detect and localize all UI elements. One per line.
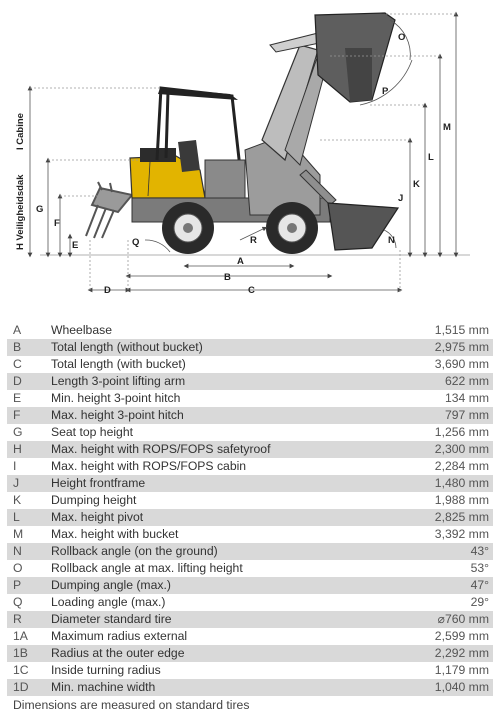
spec-label: Total length (without bucket) [51,339,400,356]
spec-value: 2,300 mm [400,441,493,458]
dim-label-H-safetyroof: H Veiligheidsdak [15,174,26,250]
spec-row [7,560,493,577]
spec-label: Inside turning radius [51,663,161,677]
loader-dimension-diagram [0,0,499,312]
spec-code: F [7,407,51,424]
spec-code: M [13,527,24,541]
spec-row [7,390,493,407]
spec-code: I [13,459,17,473]
loader-body [130,13,398,254]
spec-row [7,441,493,458]
spec-value: 43° [400,543,493,560]
spec-value: 1,179 mm [434,663,489,677]
specs-table [7,322,493,696]
dim-letter-A: A [237,256,244,267]
spec-label: Max. height with ROPS/FOPS cabin [51,459,247,473]
dim-letter-E: E [72,240,79,251]
spec-label: Rollback angle (on the ground) [51,543,400,560]
dim-letter-M: M [443,122,451,133]
spec-label: Maximum radius external [51,629,188,643]
spec-row [7,373,493,390]
dim-letter-G: G [36,204,44,215]
spec-code: 1B [7,645,51,662]
spec-label: Radius at the outer edge [51,645,400,662]
spec-row [7,543,493,560]
spec-row [7,628,493,645]
spec-value: 1,988 mm [434,493,489,507]
spec-code: P [7,577,51,594]
spec-code: H [7,441,51,458]
spec-row [7,662,493,679]
spec-label: Max. height with bucket [51,527,179,541]
spec-value: 1,040 mm [400,679,493,696]
spec-code: 1A [13,629,28,643]
spec-value: 29° [470,595,489,609]
spec-label: Max. height 3-point hitch [51,407,400,424]
dim-letter-J: J [398,193,404,204]
spec-row [7,577,493,594]
spec-row [7,475,493,492]
dim-letter-D: D [104,285,111,296]
spec-code: A [13,323,22,337]
spec-row [7,509,493,526]
dim-letter-K: K [413,179,420,190]
spec-label: Min. height 3-point hitch [51,391,181,405]
spec-label: Wheelbase [51,323,112,337]
spec-row [7,458,493,475]
spec-value: 134 mm [444,391,489,405]
spec-label: Total length (with bucket) [51,357,186,371]
spec-value: 53° [470,561,489,575]
spec-label: Min. machine width [51,679,400,696]
spec-value: 797 mm [400,407,493,424]
spec-value: 2,825 mm [400,509,493,526]
spec-value: 2,284 mm [434,459,489,473]
dim-letter-R: R [250,235,257,246]
spec-code: L [7,509,51,526]
spec-code: G [13,425,23,439]
spec-label: Max. height pivot [51,509,400,526]
spec-row [7,339,493,356]
spec-label: Rollback angle at max. lifting height [51,561,243,575]
spec-label: Length 3-point lifting arm [51,373,400,390]
spec-row [7,611,493,628]
spec-row [7,594,493,611]
spec-label: Height frontframe [51,475,400,492]
spec-label: Max. height with ROPS/FOPS safetyroof [51,441,400,458]
spec-value: 3,690 mm [434,357,489,371]
spec-row [7,679,493,696]
dim-letter-C: C [248,285,255,296]
spec-code: R [7,611,51,628]
front-wheel [266,202,318,254]
spec-label: Loading angle (max.) [51,595,166,609]
dim-letter-F: F [54,218,60,229]
spec-row [7,322,493,339]
spec-value: 1,515 mm [434,323,489,337]
spec-code: 1C [13,663,29,677]
spec-label: Dumping angle (max.) [51,577,400,594]
spec-label: Seat top height [51,425,133,439]
spec-value: 622 mm [400,373,493,390]
spec-row [7,356,493,373]
spec-value: 1,480 mm [400,475,493,492]
spec-row [7,424,493,441]
dim-letter-O: O [398,32,406,43]
spec-code: E [13,391,22,405]
spec-value: 3,392 mm [434,527,489,541]
dim-letter-Q: Q [132,237,140,248]
footnote: Dimensions are measured on standard tires [13,698,250,712]
spec-code: C [13,357,22,371]
dim-letter-N: N [388,235,395,246]
rear-wheel [162,202,214,254]
spec-code: 1D [7,679,51,696]
spec-code: B [7,339,51,356]
spec-value: 1,256 mm [434,425,489,439]
spec-code: D [7,373,51,390]
three-point-hitch [86,182,132,238]
spec-value: 2,975 mm [400,339,493,356]
spec-label: Dumping height [51,493,137,507]
spec-row [7,645,493,662]
dim-letter-L: L [428,152,434,163]
spec-code: O [13,561,23,575]
spec-code: K [13,493,22,507]
dim-letter-P: P [382,86,389,97]
spec-value: 2,292 mm [400,645,493,662]
dim-label-I-cabin: I Cabine [15,113,26,150]
spec-value: ⌀760 mm [400,611,493,628]
spec-value: 47° [400,577,493,594]
spec-value: 2,599 mm [434,629,489,643]
spec-row [7,526,493,543]
spec-label: Diameter standard tire [51,611,400,628]
dim-letter-B: B [224,272,231,283]
spec-code: N [7,543,51,560]
spec-code: Q [13,595,23,609]
spec-row [7,492,493,509]
dimension-lines [30,14,456,292]
spec-row [7,407,493,424]
spec-code: J [7,475,51,492]
